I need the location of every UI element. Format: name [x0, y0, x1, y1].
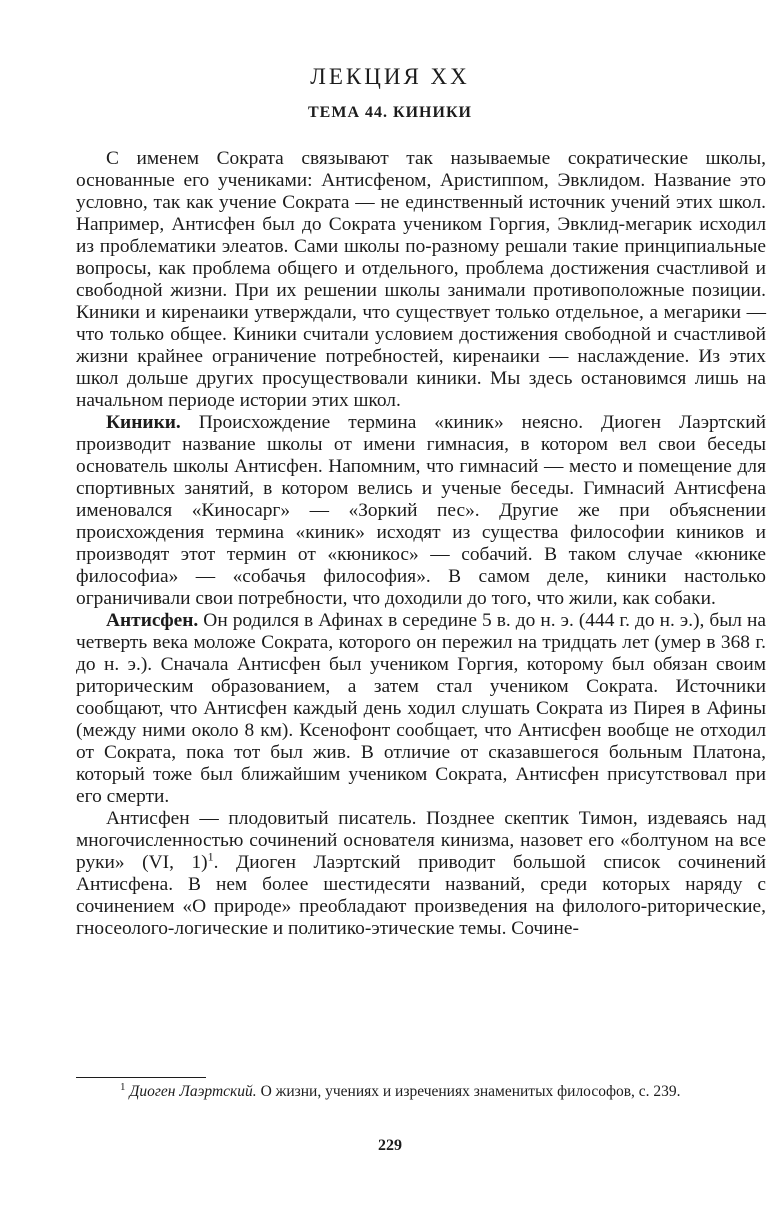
lecture-heading: ЛЕКЦИЯ XX: [310, 64, 470, 89]
footnote: [76, 1082, 766, 1101]
paragraph-intro: [76, 148, 766, 412]
paragraph-writings-text-b: . Диоген Лаэртский приводит большой список сочинений Антисфена. В нем более шестидесяти названий, среди которых наряду с сочинением «О природе» преобладают произведения на филолого-риторические, гносеолого-логические и политико-этические темы. Сочине-: [76, 852, 766, 939]
footnote-author: Диоген Лаэртский.: [129, 1083, 257, 1100]
footnote-number: 1: [120, 1080, 126, 1093]
page-number: 229: [378, 1137, 402, 1154]
paragraph-cynics: [76, 412, 766, 610]
paragraph-antisthenes-text: Он родился в Афинах в середине 5 в. до н. э. (444 г. до н. э.), был на четверть века моложе Сократа, которого он пережил на тридцать лет (умер в 368 г. до н. э.). Сначала Антисфен был учеником Горгия, которому был обязан своим риторическим образованием, а затем стал учеником Сократа. Источники сообщают, что Антисфен каждый день ходил слушать Сократа из Пирея в Афины (между ними около 8 км). Ксенофонт сообщает, что Антисфен вообще не отходил от Сократа, пока тот был жив. В отличие от сказавшегося больным Платона, который тоже был ближайшим учеником Сократа, Антисфен присутствовал при его смерти.: [76, 610, 766, 807]
footnote-reference[interactable]: 1: [207, 849, 214, 864]
paragraph-writings-text-a: Антисфен — плодовитый писатель. Позднее скептик Тимон, издеваясь над многочисленностью сочинений основателя кинизма, назовет его «болтуном на все руки» (VI, 1): [76, 808, 766, 873]
paragraph-intro-text: С именем Сократа связывают так называемые сократические школы, основанные его учениками: Антисфеном, Аристиппом, Эвклидом. Название это условно, так как учение Сократа — не единственный источник учений этих школ. Например, Антисфен был до Сократа учеником Горгия, Эвклид-мегарик исходил из проблематики элеатов. Сами школы по-разному решали такие принципиальные вопросы, как проблема общего и отдельного, проблема достижения счастливой и свободной жизни. При их решении школы занимали противоположные позиции. Киники и киренаики утверждали, что существует только отдельное, а мегарики — что только общее. Киники считали условием достижения свободной и счастливой жизни крайнее ограничение потребностей, киренаики — наслаждение. Из этих школ дольше других просуществовали киники. Мы здесь остановимся лишь на начальном периоде истории этих школ.: [76, 148, 766, 411]
paragraph-antisthenes-lead: Антисфен.: [106, 610, 199, 631]
body-text: [76, 148, 766, 940]
paragraph-writings: [76, 808, 766, 940]
topic-heading: ТЕМА 44. КИНИКИ: [308, 104, 472, 121]
footnote-divider: [76, 1077, 206, 1078]
paragraph-cynics-text: Происхождение термина «киник» неясно. Диоген Лаэртский производит название школы от имени гимнасия, в котором вел свои беседы основатель школы Антисфен. Напомним, что гимнасий — место и помещение для спортивных занятий, в котором велись и ученые беседы. Гимнасий Антисфена именовался «Киносарг» — «Зоркий пес». Другие же при объяснении происхождения термина «киник» исходят из существа философии киников и производят этот термин от «кюникос» — собачий. В таком случае «кюнике философиа» — «собачья философия». В самом деле, киники настолько ограничивали свои потребности, что доходили до того, что жили, как собаки.: [76, 412, 766, 609]
paragraph-cynics-lead: Киники.: [106, 412, 181, 433]
footnote-text: О жизни, учениях и изречениях знаменитых философов, с. 239.: [256, 1083, 681, 1100]
paragraph-antisthenes: [76, 610, 766, 808]
